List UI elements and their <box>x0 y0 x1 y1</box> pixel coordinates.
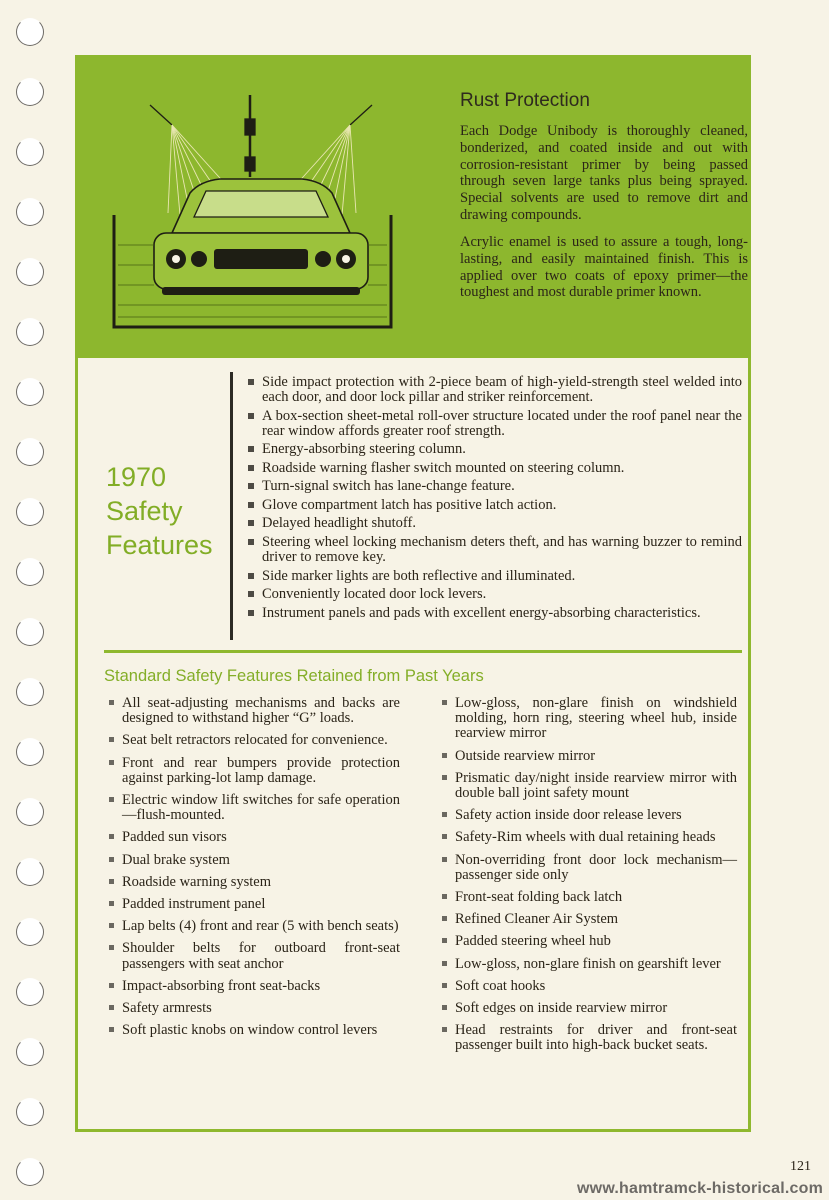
safety-heading-line: Features <box>106 530 213 560</box>
standard-feature-item <box>441 771 737 801</box>
punch-hole <box>16 18 44 46</box>
car-dip-tank-illustration <box>110 95 395 335</box>
standard-features-left-column <box>108 696 400 1045</box>
safety-feature-item-text: Instrument panels and pads with excellent energy-absorbing characteristics. <box>262 604 701 621</box>
punch-hole <box>16 1158 44 1186</box>
punch-hole <box>16 138 44 166</box>
standard-feature-item-text: Padded instrument panel <box>122 896 266 913</box>
standard-feature-item <box>441 890 737 905</box>
standard-feature-item <box>441 749 737 764</box>
safety-feature-item-text: A box-section sheet-metal roll-over structure located under the roof panel near the rear window affords greater roof strength. <box>262 407 742 439</box>
bullet-square-icon <box>109 737 114 742</box>
safety-heading-year: 1970 <box>106 462 167 492</box>
standard-feature-item-text: Electric window lift switches for safe operation—flush-mounted. <box>122 792 400 824</box>
standard-features-heading: Standard Safety Features Retained from Past Years <box>104 667 484 685</box>
standard-feature-item <box>108 979 400 994</box>
standard-feature-item-text: Padded steering wheel hub <box>455 933 611 950</box>
bullet-square-icon <box>109 834 114 839</box>
standard-feature-item-text: Padded sun visors <box>122 829 227 846</box>
bullet-square-icon <box>442 938 447 943</box>
safety-features-heading <box>106 460 231 562</box>
standard-feature-item-text: Lap belts (4) front and rear (5 with bench seats) <box>122 918 399 935</box>
standard-feature-item <box>441 934 737 949</box>
standard-feature-item <box>108 733 400 748</box>
standard-feature-item <box>108 941 400 971</box>
bullet-square-icon <box>248 573 254 579</box>
standard-feature-item <box>441 1001 737 1016</box>
standard-feature-item <box>441 979 737 994</box>
punch-hole <box>16 258 44 286</box>
standard-feature-item <box>108 696 400 726</box>
vertical-rule <box>230 372 233 640</box>
standard-feature-item <box>441 957 737 972</box>
bullet-square-icon <box>109 1005 114 1010</box>
rust-protection-paragraph: Each Dodge Unibody is thoroughly cleaned, bonderized, and coated inside and out with corrosion-resistant primer by being passed through seven large tanks plus being sprayed. Special solvents are used to remove dirt and drawing compounds. <box>460 123 748 223</box>
safety-feature-item <box>246 535 742 565</box>
punch-hole <box>16 678 44 706</box>
punch-hole <box>16 798 44 826</box>
bullet-square-icon <box>248 379 254 385</box>
safety-feature-item-text: Roadside warning flasher switch mounted on steering column. <box>262 459 625 476</box>
punch-hole <box>16 858 44 886</box>
safety-feature-item <box>246 587 742 602</box>
standard-feature-item-text: Outside rearview mirror <box>455 747 596 764</box>
punch-hole <box>16 438 44 466</box>
safety-feature-item-text: Turn-signal switch has lane-change feature. <box>262 478 515 495</box>
punch-hole <box>16 318 44 346</box>
standard-feature-item-text: Dual brake system <box>122 851 230 868</box>
standard-feature-item-text: Safety-Rim wheels with dual retaining heads <box>455 829 716 846</box>
standard-feature-item <box>108 919 400 934</box>
standard-feature-item <box>108 830 400 845</box>
standard-feature-item-text: Prismatic day/night inside rearview mirror with double ball joint safety mount <box>455 769 737 802</box>
bullet-square-icon <box>442 812 447 817</box>
standard-feature-item-text: Soft coat hooks <box>455 977 546 994</box>
safety-features-list <box>246 375 742 624</box>
bullet-square-icon <box>248 610 254 616</box>
bullet-square-icon <box>442 894 447 899</box>
punch-hole <box>16 1038 44 1066</box>
punch-hole <box>16 498 44 526</box>
standard-feature-item-text: Safety armrests <box>122 1000 212 1017</box>
standard-feature-item-text: Safety action inside door release levers <box>455 807 682 824</box>
standard-feature-item-text: Low-gloss, non-glare finish on windshield molding, horn ring, steering wheel hub, inside rearview mirror <box>455 695 737 742</box>
standard-feature-item-text: Seat belt retractors relocated for convenience. <box>122 732 388 749</box>
standard-feature-item <box>108 756 400 786</box>
bullet-square-icon <box>109 760 114 765</box>
bullet-square-icon <box>109 1027 114 1032</box>
bullet-square-icon <box>248 591 254 597</box>
safety-feature-item <box>246 479 742 494</box>
bullet-square-icon <box>442 834 447 839</box>
safety-feature-item <box>246 409 742 439</box>
bullet-square-icon <box>442 775 447 780</box>
standard-features-right-column <box>441 696 737 1061</box>
standard-feature-item-text: Soft edges on inside rearview mirror <box>455 1000 668 1017</box>
bullet-square-icon <box>248 446 254 452</box>
bullet-square-icon <box>248 413 254 419</box>
punch-hole <box>16 1098 44 1126</box>
punch-hole <box>16 978 44 1006</box>
bullet-square-icon <box>109 857 114 862</box>
punch-hole <box>16 378 44 406</box>
standard-feature-item-text: Roadside warning system <box>122 873 272 890</box>
standard-feature-item-text: Refined Cleaner Air System <box>455 911 619 928</box>
bullet-square-icon <box>442 700 447 705</box>
safety-feature-item-text: Delayed headlight shutoff. <box>262 515 416 532</box>
punch-hole <box>16 78 44 106</box>
standard-feature-item-text: Soft plastic knobs on window control levers <box>122 1022 378 1039</box>
standard-feature-item <box>441 808 737 823</box>
safety-feature-item <box>246 569 742 584</box>
bullet-square-icon <box>248 520 254 526</box>
safety-feature-item <box>246 516 742 531</box>
rust-protection-title: Rust Protection <box>460 90 590 111</box>
safety-feature-item-text: Energy-absorbing steering column. <box>262 441 466 458</box>
safety-feature-item <box>246 606 742 621</box>
punch-hole <box>16 558 44 586</box>
bullet-square-icon <box>248 483 254 489</box>
safety-feature-item-text: Steering wheel locking mechanism deters theft, and has warning buzzer to remind driver to remove key. <box>262 533 742 566</box>
standard-feature-item-text: Shoulder belts for outboard front-seat passengers with seat anchor <box>122 940 400 972</box>
standard-feature-item <box>441 1023 737 1053</box>
section-divider <box>104 650 742 653</box>
bullet-square-icon <box>442 1005 447 1010</box>
bullet-square-icon <box>109 797 114 802</box>
safety-feature-item <box>246 375 742 405</box>
bullet-square-icon <box>442 961 447 966</box>
standard-feature-item <box>108 1001 400 1016</box>
safety-feature-item-text: Side marker lights are both reflective and illuminated. <box>262 567 576 584</box>
rust-protection-paragraph: Acrylic enamel is used to assure a tough, long-lasting, and easily maintained finish. This is applied over two coats of epoxy primer—the toughest and most durable primer known. <box>460 234 748 301</box>
safety-feature-item <box>246 461 742 476</box>
standard-feature-item <box>108 897 400 912</box>
bullet-square-icon <box>248 539 254 545</box>
standard-feature-item-text: Low-gloss, non-glare finish on gearshift lever <box>455 955 721 972</box>
standard-feature-item <box>108 793 400 823</box>
punch-hole <box>16 738 44 766</box>
standard-feature-item <box>108 875 400 890</box>
standard-feature-item-text: Head restraints for driver and front-seat passenger built into high-back bucket seats. <box>455 1022 737 1054</box>
punch-hole <box>16 198 44 226</box>
standard-feature-item <box>441 912 737 927</box>
bullet-square-icon <box>109 945 114 950</box>
binder-punch-holes <box>0 0 60 1200</box>
standard-feature-item-text: Impact-absorbing front seat-backs <box>122 977 321 994</box>
bullet-square-icon <box>109 879 114 884</box>
standard-feature-item <box>441 696 737 742</box>
standard-feature-item-text: Non-overriding front door lock mechanism—passenger side only <box>455 851 737 883</box>
safety-heading-line: Safety <box>106 496 183 526</box>
bullet-square-icon <box>109 983 114 988</box>
standard-feature-item <box>441 830 737 845</box>
standard-feature-item <box>441 853 737 883</box>
bullet-square-icon <box>442 983 447 988</box>
standard-feature-item-text: All seat-adjusting mechanisms and backs are designed to withstand higher “G” loads. <box>122 695 400 727</box>
standard-feature-item-text: Front and rear bumpers provide protection against parking-lot lamp damage. <box>122 754 400 786</box>
watermark: www.hamtramck-historical.com <box>577 1180 823 1197</box>
bullet-square-icon <box>248 502 254 508</box>
safety-feature-item-text: Glove compartment latch has positive latch action. <box>262 496 557 513</box>
punch-hole <box>16 618 44 646</box>
standard-feature-item <box>108 853 400 868</box>
bullet-square-icon <box>442 753 447 758</box>
bullet-square-icon <box>442 857 447 862</box>
standard-feature-item <box>108 1023 400 1038</box>
bullet-square-icon <box>109 700 114 705</box>
page-number: 121 <box>790 1159 811 1174</box>
safety-feature-item <box>246 442 742 457</box>
punch-hole <box>16 918 44 946</box>
bullet-square-icon <box>109 923 114 928</box>
bullet-square-icon <box>442 916 447 921</box>
safety-feature-item <box>246 498 742 513</box>
safety-feature-item-text: Side impact protection with 2-piece beam of high-yield-strength steel welded into each door, and door lock pillar and striker reinforcement. <box>262 374 742 406</box>
bullet-square-icon <box>248 465 254 471</box>
bullet-square-icon <box>442 1027 447 1032</box>
standard-feature-item-text: Front-seat folding back latch <box>455 889 623 906</box>
bullet-square-icon <box>109 901 114 906</box>
safety-feature-item-text: Conveniently located door lock levers. <box>262 586 487 603</box>
